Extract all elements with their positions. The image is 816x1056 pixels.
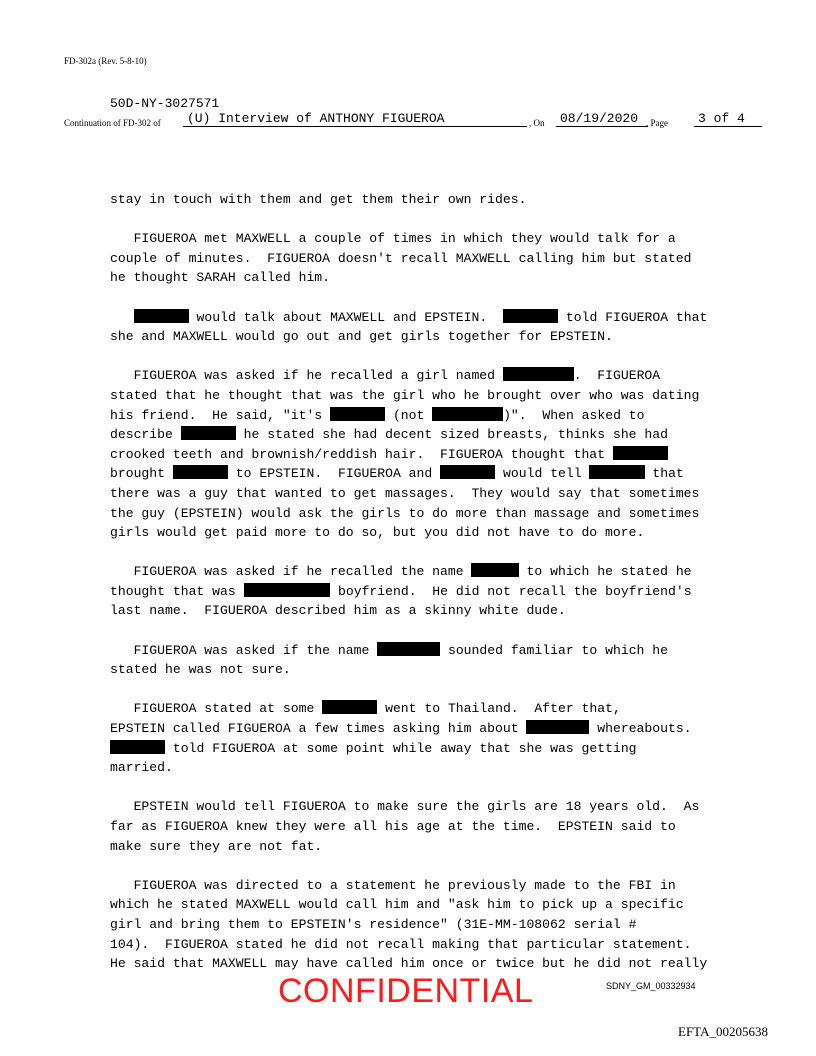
page-field: 3 of 4 xyxy=(694,112,762,127)
text-line: crooked teeth and brownish/reddish hair. FIGUEROA thought that xyxy=(110,445,770,465)
redaction-box xyxy=(377,642,440,656)
redaction-box xyxy=(440,465,495,479)
redaction-box xyxy=(471,563,518,577)
continuation-row xyxy=(64,112,764,132)
form-id: FD-302a (Rev. 5-8-10) xyxy=(64,56,147,66)
subject-field: (U) Interview of ANTHONY FIGUEROA xyxy=(183,112,527,127)
text-line: there was a guy that wanted to get massages. They would say that sometimes xyxy=(110,485,700,501)
paragraph xyxy=(110,797,770,856)
efta-number: EFTA_00205638 xyxy=(678,1024,768,1039)
text-line: EPSTEIN called FIGUEROA a few times asking him about whereabouts. xyxy=(110,721,692,737)
text-line: describe he stated she had decent sized breasts, thinks she had xyxy=(110,427,668,443)
redaction-box xyxy=(322,700,377,714)
redaction-box xyxy=(244,583,331,597)
text-line: stated he was not sure. xyxy=(110,662,291,678)
text-line: he thought SARAH called him. xyxy=(110,270,331,286)
page-label: , Page xyxy=(646,118,668,128)
file-number: 50D-NY-3027571 xyxy=(110,96,220,111)
text-line: stay in touch with them and get them their own rides. xyxy=(110,192,527,207)
redaction-box xyxy=(503,309,558,323)
date-field: 08/19/2020 xyxy=(556,112,648,127)
on-label: , On xyxy=(529,118,545,128)
text-line: she and MAXWELL would go out and get girls together for EPSTEIN. xyxy=(110,329,613,345)
continuation-label: Continuation of FD-302 of xyxy=(64,118,161,128)
redaction-box xyxy=(432,407,503,421)
text-line: FIGUEROA was asked if he recalled a girl named . FIGUEROA xyxy=(110,368,661,384)
paragraph xyxy=(110,190,770,210)
redaction-box xyxy=(503,367,574,381)
text-line: told FIGUEROA at some point while away that she was getting xyxy=(110,739,770,759)
redaction-box xyxy=(134,309,189,323)
redaction-box xyxy=(110,740,165,754)
paragraph xyxy=(110,562,770,621)
redaction-box xyxy=(613,446,668,460)
text-line: make sure they are not fat. xyxy=(110,838,323,854)
redaction-box xyxy=(526,720,589,734)
text-line: far as FIGUEROA knew they were all his age at the time. EPSTEIN said to xyxy=(110,819,676,834)
text-line: his friend. He said, "it's (not )". When asked to xyxy=(110,407,645,423)
redaction-box xyxy=(589,465,644,479)
redaction-box xyxy=(330,407,385,421)
redaction-box xyxy=(181,426,236,440)
text-line: which he stated MAXWELL would call him and "ask him to pick up a specific xyxy=(110,897,684,913)
text-line: thought that was boyfriend. He did not recall the boyfriend's xyxy=(110,583,692,599)
text-line: FIGUEROA stated at some went to Thailand. After that, xyxy=(110,701,621,717)
text-line: EPSTEIN would tell FIGUEROA to make sure the girls are 18 years old. As xyxy=(110,799,700,815)
text-line: FIGUEROA met MAXWELL a couple of times in which they would talk for a xyxy=(110,231,676,247)
text-line: FIGUEROA was directed to a statement he previously made to the FBI in xyxy=(110,877,676,893)
text-line: married. xyxy=(110,760,173,776)
text-line: FIGUEROA was asked if he recalled the name to which he stated he xyxy=(110,564,692,580)
paragraph xyxy=(110,229,770,288)
redaction-box xyxy=(173,465,228,479)
paragraph xyxy=(110,876,770,974)
text-line: couple of minutes. FIGUEROA doesn't recall MAXWELL calling him but stated xyxy=(110,250,692,266)
confidential-stamp: CONFIDENTIAL xyxy=(278,972,534,1010)
text-line: stated that he thought that was the girl who he brought over who was dating xyxy=(110,387,700,403)
bates-number: SDNY_GM_00332934 xyxy=(606,981,696,991)
text-line: the guy (EPSTEIN) would ask the girls to do more than massage and sometimes xyxy=(110,505,700,521)
paragraph xyxy=(110,366,770,542)
text-line: brought to EPSTEIN. FIGUEROA and would tell that xyxy=(110,466,684,482)
text-line: 104). FIGUEROA stated he did not recall making that particular statement. xyxy=(110,936,692,952)
text-line: FIGUEROA was asked if the name sounded familiar to which he xyxy=(110,642,668,658)
text-line: He said that MAXWELL may have called him once or twice but he did not really xyxy=(110,956,708,972)
paragraph xyxy=(110,308,770,347)
text-line: girl and bring them to EPSTEIN's residence" (31E-MM-108062 serial # xyxy=(110,916,637,932)
text-line: girls would get paid more to do so, but you did not have to do more. xyxy=(110,525,645,541)
interview-body xyxy=(110,190,770,993)
paragraph xyxy=(110,699,770,777)
paragraph xyxy=(110,641,770,680)
text-line: last name. FIGUEROA described him as a skinny white dude. xyxy=(110,603,566,619)
text-line: would talk about MAXWELL and EPSTEIN. told FIGUEROA that xyxy=(110,308,770,328)
